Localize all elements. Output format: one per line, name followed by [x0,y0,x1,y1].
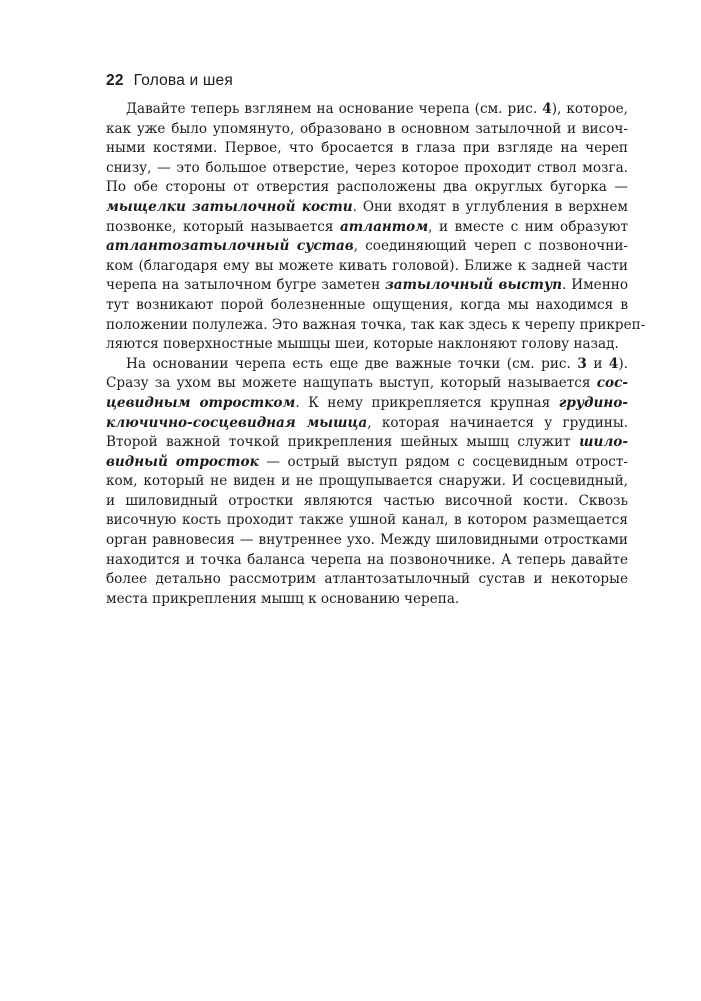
paragraph [106,355,628,610]
text-line: мыщелки затылочной кости. Они входят в углубления в верхнем [106,198,628,215]
chapter-title: Голова и шея [133,72,233,89]
page-number: 22 [106,72,124,89]
text-line: ключично-сосцевидная мышца, которая начинается у грудины. [106,414,628,431]
text-line: и шиловидный отростки являются частью височной кости. Сквозь [106,492,628,509]
text-line: Второй важной точкой прикрепления шейных мышц служит шило- [106,434,628,451]
text-line: положении полулежа. Это важная точка, так как здесь к черепу прикреп- [106,316,646,333]
text-line: ком (благодаря ему вы можете кивать головой). Ближе к задней части [106,257,628,274]
text-line: атлантозатылочный сустав, соединяющий череп с позвоночни- [106,238,628,255]
text-line: По обе стороны от отверстия расположены два округлых бугорка — [106,179,628,196]
text-line: видный отросток — острый выступ рядом с сосцевидным отрост- [106,453,628,470]
anatomical-term: шило- [579,434,628,451]
anatomical-term: атлантозатылочный сустав [106,238,354,255]
text-line: как уже было упомянуто, образовано в основном затылочной и височ- [106,120,628,137]
text-line: находится и точка баланса черепа на позвоночнике. А теперь давайте [106,551,628,568]
text-line: ными костями. Первое, что бросается в глаза при взгляде на череп [106,140,628,157]
figure-reference: 4 [608,355,619,372]
body-text [106,100,646,609]
figure-reference: 4 [542,101,552,117]
anatomical-term: видный отросток [106,453,259,470]
anatomical-term: ключично-сосцевидная мышца [106,414,368,431]
text-line: ком, который не виден и не прощупывается снаружи. И сосцевидный, [106,473,628,490]
text-line: височную кость проходит также ушной канал, в котором размещается [106,512,628,529]
anatomical-term: грудино- [558,394,628,411]
page-header [106,72,233,90]
paragraph [106,100,646,355]
text-line: На основании черепа есть еще две важные точки (см. рис. 3 и 4). [126,355,628,372]
text-line: позвонке, который называется атлантом, и вместе с ним образуют [106,218,628,235]
text-line: Давайте теперь взглянем на основание черепа (см. рис. 4), которое, [126,101,628,117]
anatomical-term: сос- [596,375,628,392]
anatomical-term: цевидным отростком [106,394,296,411]
text-line: ляются поверхностные мышцы шеи, которые наклоняют голову назад. [106,336,619,353]
text-line: черепа на затылочном бугре заметен затылочный выступ. Именно [106,277,629,294]
anatomical-term: затылочный выступ [385,277,562,294]
text-line: орган равновесия — внутреннее ухо. Между шиловидными отростками [106,532,628,549]
text-line: тут возникают порой болезненные ощущения, когда мы находимся в [106,296,628,313]
text-line: цевидным отростком. К нему прикрепляется крупная грудино- [106,394,628,411]
text-line: Сразу за ухом вы можете нащупать выступ, который называется сос- [106,375,628,392]
anatomical-term: мыщелки затылочной кости [106,198,353,215]
anatomical-term: атлантом [339,218,429,235]
figure-reference: 3 [577,355,587,372]
text-line: более детально рассмотрим атлантозатылочный сустав и некоторые [106,571,628,588]
text-line: снизу, — это большое отверстие, через которое проходит ствол мозга. [106,159,628,176]
text-line: места прикрепления мышц к основанию черепа. [106,590,460,607]
